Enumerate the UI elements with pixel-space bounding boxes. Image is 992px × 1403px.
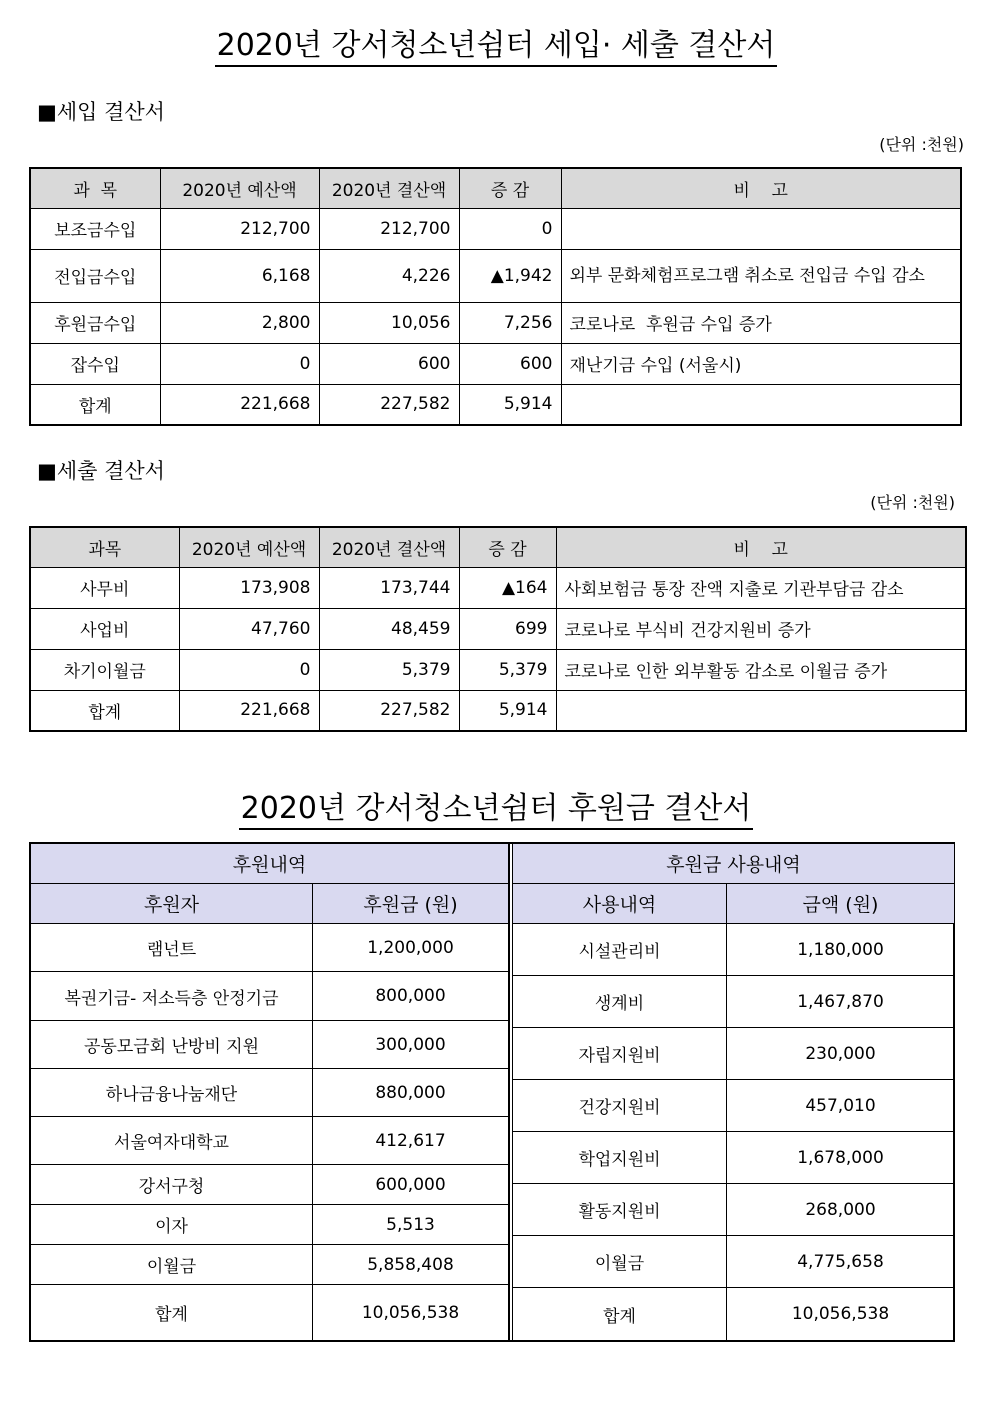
col-header-use-amount: 금액 (원): [727, 884, 954, 924]
item-cell: 차기이월금: [30, 649, 179, 690]
total-row: [30, 690, 966, 731]
diff-cell: 5,914: [459, 384, 561, 425]
col-header-diff: 증 감: [459, 168, 561, 208]
expense-table: [29, 526, 967, 732]
diff-cell: 5,379: [459, 649, 556, 690]
table-row: [30, 302, 961, 343]
revenue-unit: (단위 :천원): [879, 135, 964, 154]
donor-name: 하나금융나눔재단: [31, 1069, 313, 1117]
diff-cell: 600: [459, 343, 561, 384]
donation-title: 2020년 강서청소년쉼터 후원금 결산서: [0, 783, 992, 827]
table-row: [30, 208, 961, 249]
actual-cell: 227,582: [319, 384, 459, 425]
donors-section: [31, 844, 509, 1340]
col-header-item: 과 목: [30, 168, 160, 208]
col-header-use: 사용내역: [513, 884, 727, 924]
col-header-item: 과목: [30, 527, 179, 567]
use-name: 시설관리비: [513, 924, 727, 976]
col-header-donation-amount: 후원금 (원): [313, 884, 509, 924]
use-amount: 4,775,658: [727, 1236, 954, 1288]
donor-amount: 600,000: [313, 1165, 509, 1205]
use-amount: 230,000: [727, 1028, 954, 1080]
note-cell: [561, 208, 961, 249]
donor-amount: 5,513: [313, 1205, 509, 1245]
uses-section: [512, 844, 954, 1340]
item-cell: 사업비: [30, 608, 179, 649]
budget-cell: 6,168: [160, 249, 319, 302]
actual-cell: 4,226: [319, 249, 459, 302]
actual-cell: 10,056: [319, 302, 459, 343]
budget-cell: 0: [179, 649, 319, 690]
expense-unit: (단위 :천원): [870, 493, 955, 512]
revenue-table: [29, 167, 962, 426]
note-cell: 재난기금 수입 (서울시): [561, 343, 961, 384]
actual-cell: 48,459: [319, 608, 459, 649]
use-total-amount: 10,056,538: [791, 1304, 890, 1324]
use-name: 자립지원비: [513, 1028, 727, 1080]
col-header-note: 비 고: [561, 168, 961, 208]
use-amount: 268,000: [727, 1184, 954, 1236]
donation-table: [29, 842, 955, 1342]
use-name: 학업지원비: [513, 1132, 727, 1184]
budget-cell: 173,908: [179, 567, 319, 608]
diff-cell: 699: [459, 608, 556, 649]
donor-amount: 300,000: [313, 1021, 509, 1069]
table-row: [30, 249, 961, 302]
donor-name: 서울여자대학교: [31, 1117, 313, 1165]
col-header-actual: 2020년 결산액: [319, 168, 459, 208]
actual-cell: 600: [319, 343, 459, 384]
budget-cell: 221,668: [179, 690, 319, 731]
use-name: 생계비: [513, 976, 727, 1028]
use-total-label: 합계: [513, 1288, 727, 1340]
donor-amount: 5,858,408: [313, 1245, 509, 1285]
col-header-actual: 2020년 결산액: [319, 527, 459, 567]
budget-cell: 212,700: [160, 208, 319, 249]
table-row: [30, 343, 961, 384]
donor-name: 강서구청: [31, 1165, 313, 1205]
use-amount: 457,010: [727, 1080, 954, 1132]
actual-cell: 227,582: [319, 690, 459, 731]
item-cell: 합계: [30, 690, 179, 731]
total-row: [30, 384, 961, 425]
use-name: 건강지원비: [513, 1080, 727, 1132]
donor-name: 공동모금회 난방비 지원: [31, 1021, 313, 1069]
note-cell: [556, 690, 966, 731]
note-cell: 코로나로 인한 외부활동 감소로 이월금 증가: [556, 649, 966, 690]
uses-header: 후원금 사용내역: [513, 844, 954, 884]
item-cell: 보조금수입: [30, 208, 160, 249]
budget-cell: 221,668: [160, 384, 319, 425]
column-divider: [509, 844, 510, 1340]
diff-cell: 7,256: [459, 302, 561, 343]
diff-cell: ▲1,942: [459, 249, 561, 302]
note-cell: [561, 384, 961, 425]
item-cell: 사무비: [30, 567, 179, 608]
note-cell: 사회보험금 통장 잔액 지출로 기관부담금 감소: [556, 567, 966, 608]
col-header-donor: 후원자: [31, 884, 313, 924]
donor-amount: 1,200,000: [313, 924, 509, 972]
main-title: 2020년 강서청소년쉼터 세입· 세출 결산서: [0, 20, 992, 64]
expense-heading: ■세출 결산서: [37, 459, 165, 483]
item-cell: 전입금수입: [30, 249, 160, 302]
col-header-diff: 증 감: [459, 527, 556, 567]
item-cell: 잡수입: [30, 343, 160, 384]
donor-name: 이월금: [31, 1245, 313, 1285]
donor-name: 램넌트: [31, 924, 313, 972]
col-header-note: 비 고: [556, 527, 966, 567]
note-cell: 외부 문화체험프로그램 취소로 전입금 수입 감소: [561, 249, 961, 302]
donor-name: 이자: [31, 1205, 313, 1245]
col-header-budget: 2020년 예산액: [179, 527, 319, 567]
note-cell: 코로나로 후원금 수입 증가: [561, 302, 961, 343]
use-amount: 1,467,870: [727, 976, 954, 1028]
actual-cell: 212,700: [319, 208, 459, 249]
table-row: [30, 649, 966, 690]
diff-cell: ▲164: [459, 567, 556, 608]
budget-cell: 2,800: [160, 302, 319, 343]
item-cell: 후원금수입: [30, 302, 160, 343]
budget-cell: 0: [160, 343, 319, 384]
diff-cell: 0: [459, 208, 561, 249]
actual-cell: 5,379: [319, 649, 459, 690]
donor-name: 복권기금- 저소득층 안정기금: [31, 972, 313, 1021]
diff-cell: 5,914: [459, 690, 556, 731]
col-header-budget: 2020년 예산액: [160, 168, 319, 208]
actual-cell: 173,744: [319, 567, 459, 608]
item-cell: 합계: [30, 384, 160, 425]
revenue-heading: ■세입 결산서: [37, 100, 165, 124]
use-name: 활동지원비: [513, 1184, 727, 1236]
note-cell: 코로나로 부식비 건강지원비 증가: [556, 608, 966, 649]
table-row: [30, 567, 966, 608]
use-amount: 1,678,000: [727, 1132, 954, 1184]
use-name: 이월금: [513, 1236, 727, 1288]
budget-cell: 47,760: [179, 608, 319, 649]
donor-amount: 800,000: [313, 972, 509, 1021]
donors-header: 후원내역: [31, 844, 509, 884]
donor-amount: 412,617: [313, 1117, 509, 1165]
donor-total-amount: 10,056,538: [313, 1285, 509, 1340]
donor-amount: 880,000: [313, 1069, 509, 1117]
donor-total-label: 합계: [31, 1285, 313, 1340]
table-row: [30, 608, 966, 649]
use-amount: 1,180,000: [727, 924, 954, 976]
